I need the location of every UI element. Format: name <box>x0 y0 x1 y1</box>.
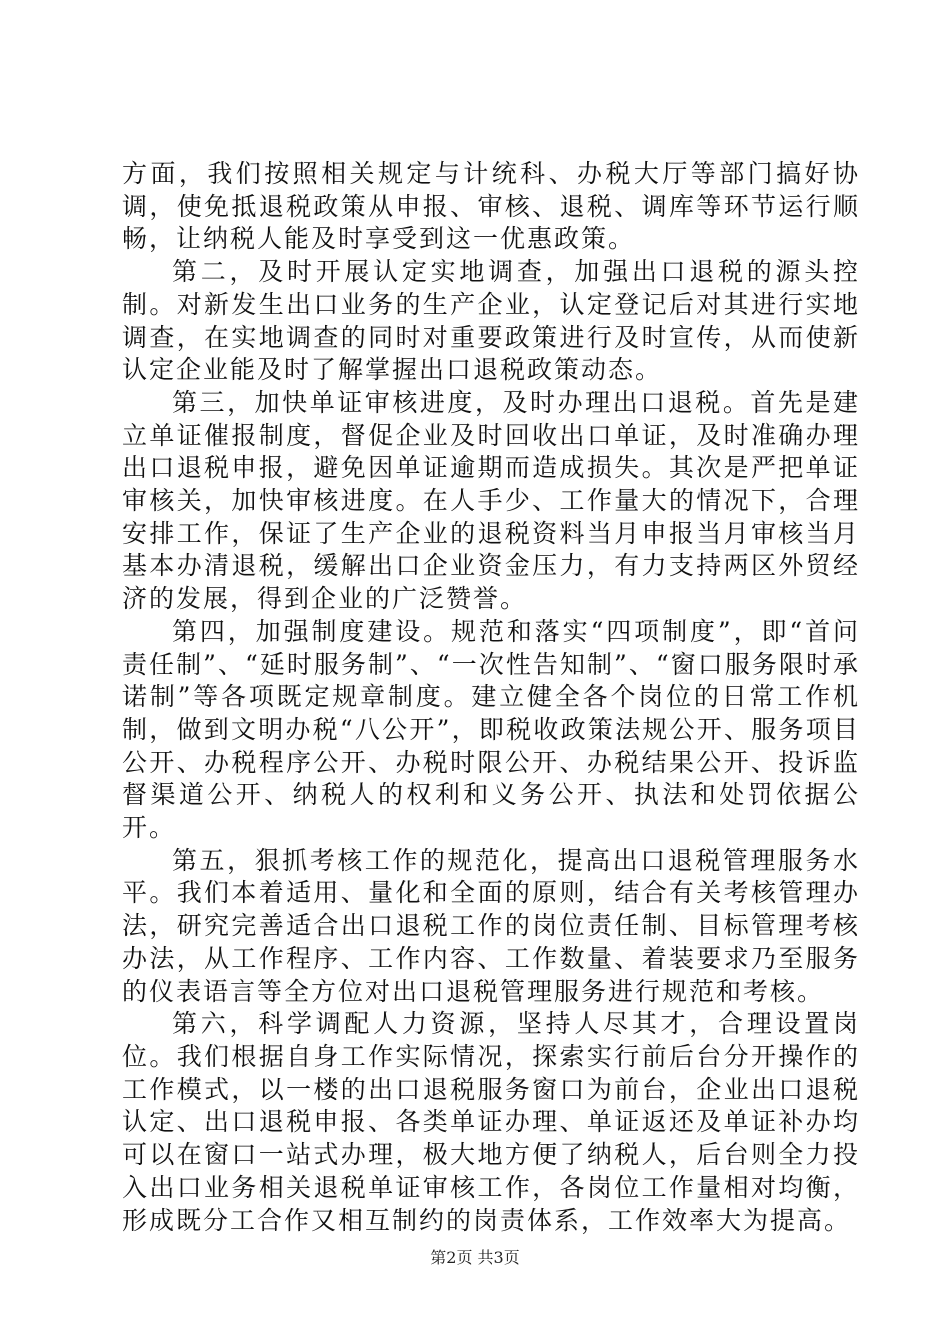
paragraph-second: 第二，及时开展认定实地调查，加强出口退税的源头控制。对新发生出口业务的生产企业，认定登记后对其进行实地调查，在实地调查的同时对重要政策进行及时宣传，从而使新认定企业能及时了解掌握出口退税政策动态。 <box>122 257 860 385</box>
paragraph-fifth: 第五，狠抓考核工作的规范化，提高出口退税管理服务水平。我们本着适用、量化和全面的原则，结合有关考核管理办法，研究完善适合出口退税工作的岗位责任制、目标管理考核办法，从工作程序、工作内容、工作数量、着装要求乃至服务的仪表语言等全方位对出口退税管理服务进行规范和考核。 <box>122 845 860 1006</box>
paragraph-fourth: 第四，加强制度建设。规范和落实“四项制度”，即“首问责任制”、“延时服务制”、“一次性告知制”、“窗口服务限时承诺制”等各项既定规章制度。建立健全各个岗位的日常工作机制，做到文明办税“八公开”，即税收政策法规公开、服务项目公开、办税程序公开、办税时限公开、办税结果公开、投诉监督渠道公开、纳税人的权利和义务公开、执法和处罚依据公开。 <box>122 616 860 843</box>
paragraph-sixth: 第六，科学调配人力资源，坚持人尽其才，合理设置岗位。我们根据自身工作实际情况，探索实行前后台分开操作的工作模式，以一楼的出口退税服务窗口为前台，企业出口退税认定、出口退税申报、各类单证办理、单证返还及单证补办均可以在窗口一站式办理，极大地方便了纳税人，后台则全力投入出口业务相关退税单证审核工作，各岗位工作量相对均衡，形成既分工合作又相互制约的岗责体系，工作效率大为提高。 <box>122 1009 860 1235</box>
paragraph-continued: 方面，我们按照相关规定与计统科、办税大厅等部门搞好协调，使免抵退税政策从申报、审核、退税、调库等环节运行顺畅，让纳税人能及时享受到这一优惠政策。 <box>122 159 860 254</box>
paragraph-third: 第三，加快单证审核进度，及时办理出口退税。首先是建立单证催报制度，督促企业及时回收出口单证，及时准确办理出口退税申报，避免因单证逾期而造成损失。其次是严把单证审核关，加快审核进度。在人手少、工作量大的情况下，合理安排工作，保证了生产企业的退税资料当月申报当月审核当月基本办清退税，缓解出口企业资金压力，有力支持两区外贸经济的发展，得到企业的广泛赞誉。 <box>122 387 860 614</box>
page-number-footer: 第2页 共3页 <box>430 1248 520 1267</box>
document-body <box>122 158 860 1237</box>
